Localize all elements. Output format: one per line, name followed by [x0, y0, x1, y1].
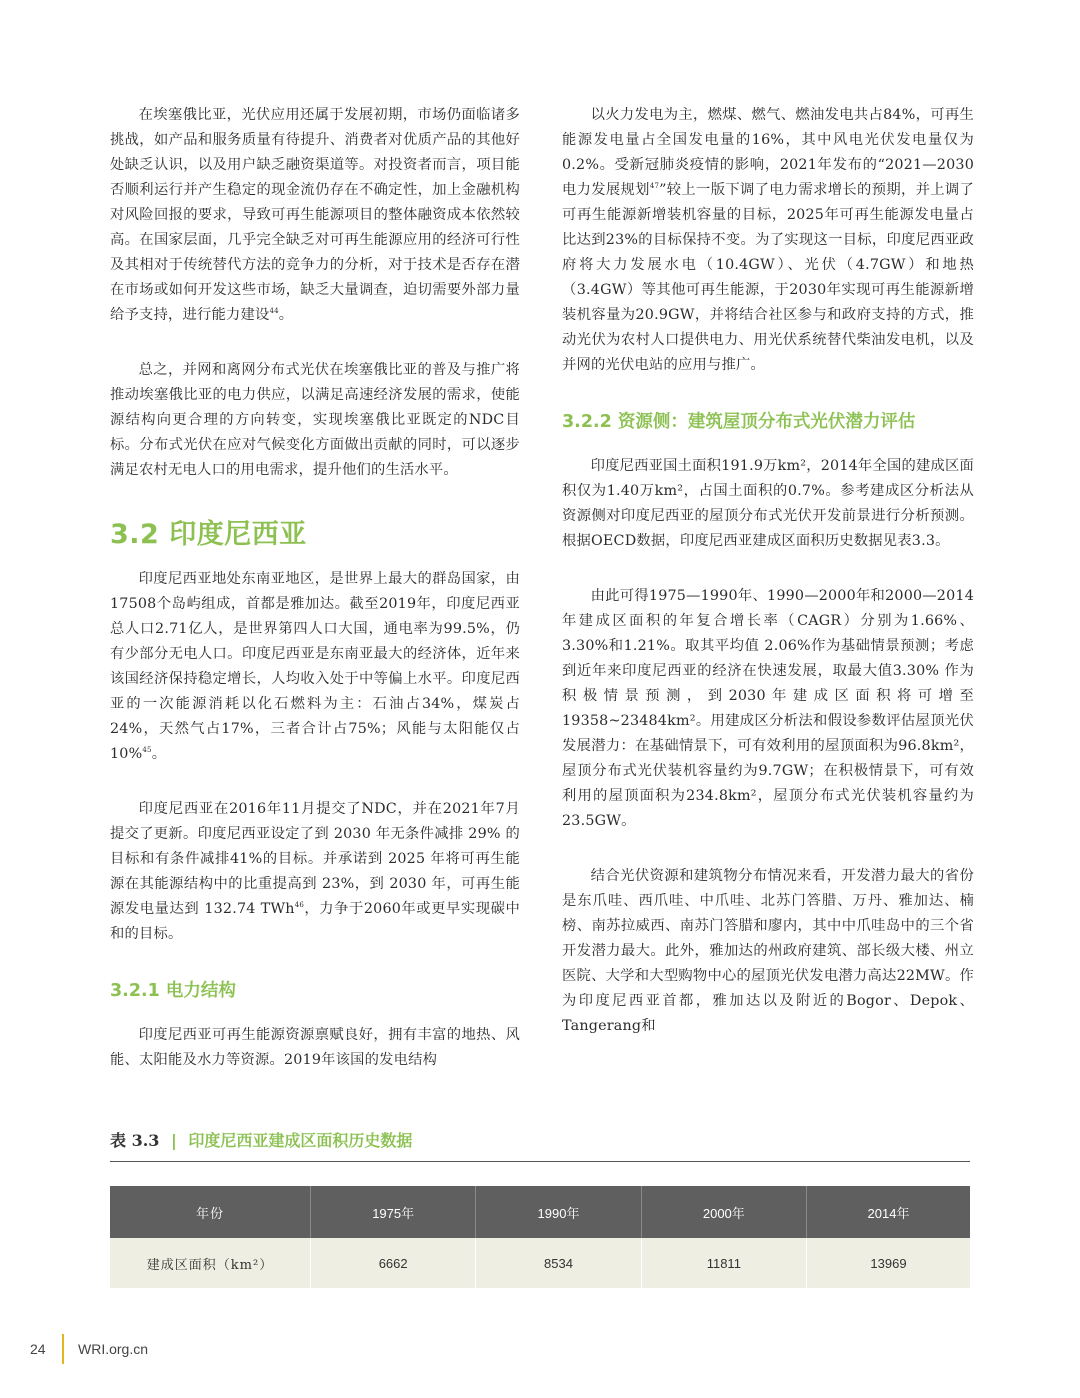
header-2000: 2000年: [641, 1186, 806, 1238]
footer-divider: [62, 1334, 64, 1364]
built-up-area-table: [110, 1186, 970, 1288]
cell-2000: 11811: [641, 1238, 806, 1288]
paragraph-land-area: 印度尼西亚国土面积191.9万km²，2014年全国的建成区面积仅为1.40万km²，占国土面积的0.7%。参考建成区分析法从资源侧对印度尼西亚的屋顶分布式光伏开发前景进行分析预测。根据OECD数据，印度尼西亚建成区面积历史数据见表3.3。: [562, 458, 974, 549]
paragraph-cagr-analysis: 由此可得1975—1990年、1990—2000年和2000—2014年建成区面积的年复合增长率（CAGR）分别为1.66%、3.30%和1.21%。取其平均值 2.06%作为基础情景预测；考虑到近年来印度尼西亚的经济在快速发展，取最大值3.30% 作为积极情景预测，到2030年建成区面积将可增至19358~23484km²。用建成区分析法和假设参数评估屋顶光伏发展潜力：在基础情景下，可有效利用的屋顶面积为96.8km²，屋顶分布式光伏装机容量约为9.7GW；在积极情景下，可有效利用的屋顶面积为234.8km²，屋顶分布式光伏装机容量约为23.5GW。: [562, 588, 974, 829]
footnote-ref-44[interactable]: 44: [269, 307, 279, 316]
paragraph-indonesia-ndc: 印度尼西亚在2016年11月提交了NDC，并在2021年7月提交了更新。印度尼西亚设定了到 2030 年无条件减排 29% 的目标和有条件减排41%的目标。并承诺到 2025 年将可再生能源在其能源结构中的比重提高到 23%，到 2030 年，可再生能源发电量达到 132.74 TWh$^{46}$，力争于2060年或更早实现碳中和的目标。: [110, 801, 521, 942]
row-label-built-up-area: 建成区面积（km²）: [110, 1238, 311, 1288]
header-2014: 2014年: [806, 1186, 970, 1238]
table-number: 表 3.3: [110, 1131, 160, 1150]
header-1975: 1975年: [311, 1186, 476, 1238]
table-title: 印度尼西亚建成区面积历史数据: [188, 1131, 413, 1150]
table-caption: [110, 1127, 970, 1162]
page-footer: [30, 1334, 148, 1364]
cell-1975: 6662: [311, 1238, 476, 1288]
paragraph-indonesia-overview: 印度尼西亚地处东南亚地区，是世界上最大的群岛国家，由17508个岛屿组成，首都是雅加达。截至2019年，印度尼西亚总人口2.71亿人，是世界第四人口大国，通电率为99.5%，仍有少部分无电人口。印度尼西亚是东南亚最大的经济体，近年来该国经济保持稳定增长，人均收入处于中等偏上水平。印度尼西亚的一次能源消耗以化石燃料为主：石油占34%，煤炭占24%，天然气占17%，三者合计占75%；风能与太阳能仅占10%$^{45}$。: [110, 571, 520, 762]
table-row: [110, 1238, 970, 1288]
table-header-row: [110, 1186, 970, 1238]
paragraph-power-structure-cont: 以火力发电为主，燃煤、燃气、燃油发电共占84%，可再生能源发电量占全国发电量的16%，其中风电光伏发电量仅为0.2%。受新冠肺炎疫情的影响，2021年发布的“2021—2030电力发展规划$^{47}$”较上一版下调了电力需求增长的预期，并上调了可再生能源新增装机容量的目标，2025年可再生能源发电量占比达到23%的目标保持不变。为了实现这一目标，印度尼西亚政府将大力发展水电（10.4GW）、光伏（4.7GW）和地热（3.4GW）等其他可再生能源，于2030年实现可再生能源新增装机容量为20.9GW，并将结合社区参与和政府支持的方式，推动光伏为农村人口提供电力、用光伏系统替代柴油发电机，以及并网的光伏电站的应用与推广。: [562, 107, 974, 373]
left-column: [110, 103, 520, 1103]
paragraph-ethiopia-challenges: 在埃塞俄比亚，光伏应用还属于发展初期，市场仍面临诸多挑战，如产品和服务质量有待提升、消费者对优质产品的其他好处缺乏认识，以及用户缺乏融资渠道等。对投资者而言，项目能否顺利运行并产生稳定的现金流仍存在不确定性，加上金融机构对风险回报的要求，导致可再生能源项目的整体融资成本依然较高。在国家层面，几乎完全缺乏对可再生能源应用的经济可行性及其相对于传统替代方法的竞争力的分析，对于技术是否存在潜在市场或如何开发这些市场，缺乏大量调查，迫切需要外部力量给予支持，进行能力建设$^{44}$。: [110, 107, 520, 323]
footnote-ref-46[interactable]: 46: [294, 901, 305, 910]
subsection-heading-rooftop-potential: 3.2.2 资源侧：建筑屋顶分布式光伏潜力评估: [562, 412, 916, 432]
cell-1990: 8534: [476, 1238, 641, 1288]
paragraph-ethiopia-summary: 总之，并网和离网分布式光伏在埃塞俄比亚的普及与推广将推动埃塞俄比亚的电力供应，以满足高速经济发展的需求，使能源结构向更合理的方向转变，实现埃塞俄比亚既定的NDC目标。分布式光伏在应对气候变化方面做出贡献的同时，可以逐步满足农村无电人口的用电需求，提升他们的生活水平。: [110, 362, 520, 478]
header-year: 年份: [110, 1186, 311, 1238]
section-heading-indonesia: 3.2 印度尼西亚: [110, 519, 307, 550]
site-link[interactable]: WRI.org.cn: [78, 1341, 149, 1357]
caption-separator: |: [171, 1131, 177, 1150]
right-column: [562, 103, 974, 1069]
cell-2014: 13969: [806, 1238, 970, 1288]
subsection-heading-power-structure: 3.2.1 电力结构: [110, 981, 236, 1001]
paragraph-power-structure-start: 印度尼西亚可再生能源资源禀赋良好，拥有丰富的地热、风能、太阳能及水力等资源。2019年该国的发电结构: [110, 1027, 520, 1068]
footnote-ref-47[interactable]: 47: [649, 182, 660, 191]
footnote-ref-45[interactable]: 45: [142, 746, 152, 755]
header-1990: 1990年: [476, 1186, 641, 1238]
paragraph-provinces-potential: 结合光伏资源和建筑物分布情况来看，开发潜力最大的省份是东爪哇、西爪哇、中爪哇、北苏门答腊、万丹、雅加达、楠榜、南苏拉威西、南苏门答腊和廖内，其中中爪哇岛中的三个省开发潜力最大。此外，雅加达的州政府建筑、部长级大楼、州立医院、大学和大型购物中心的屋顶光伏发电潜力高达22MW。作为印度尼西亚首都，雅加达以及附近的Bogor、Depok、Tangerang和: [562, 868, 974, 1034]
table-3-3: [110, 1127, 970, 1288]
page-number: 24: [30, 1341, 46, 1357]
